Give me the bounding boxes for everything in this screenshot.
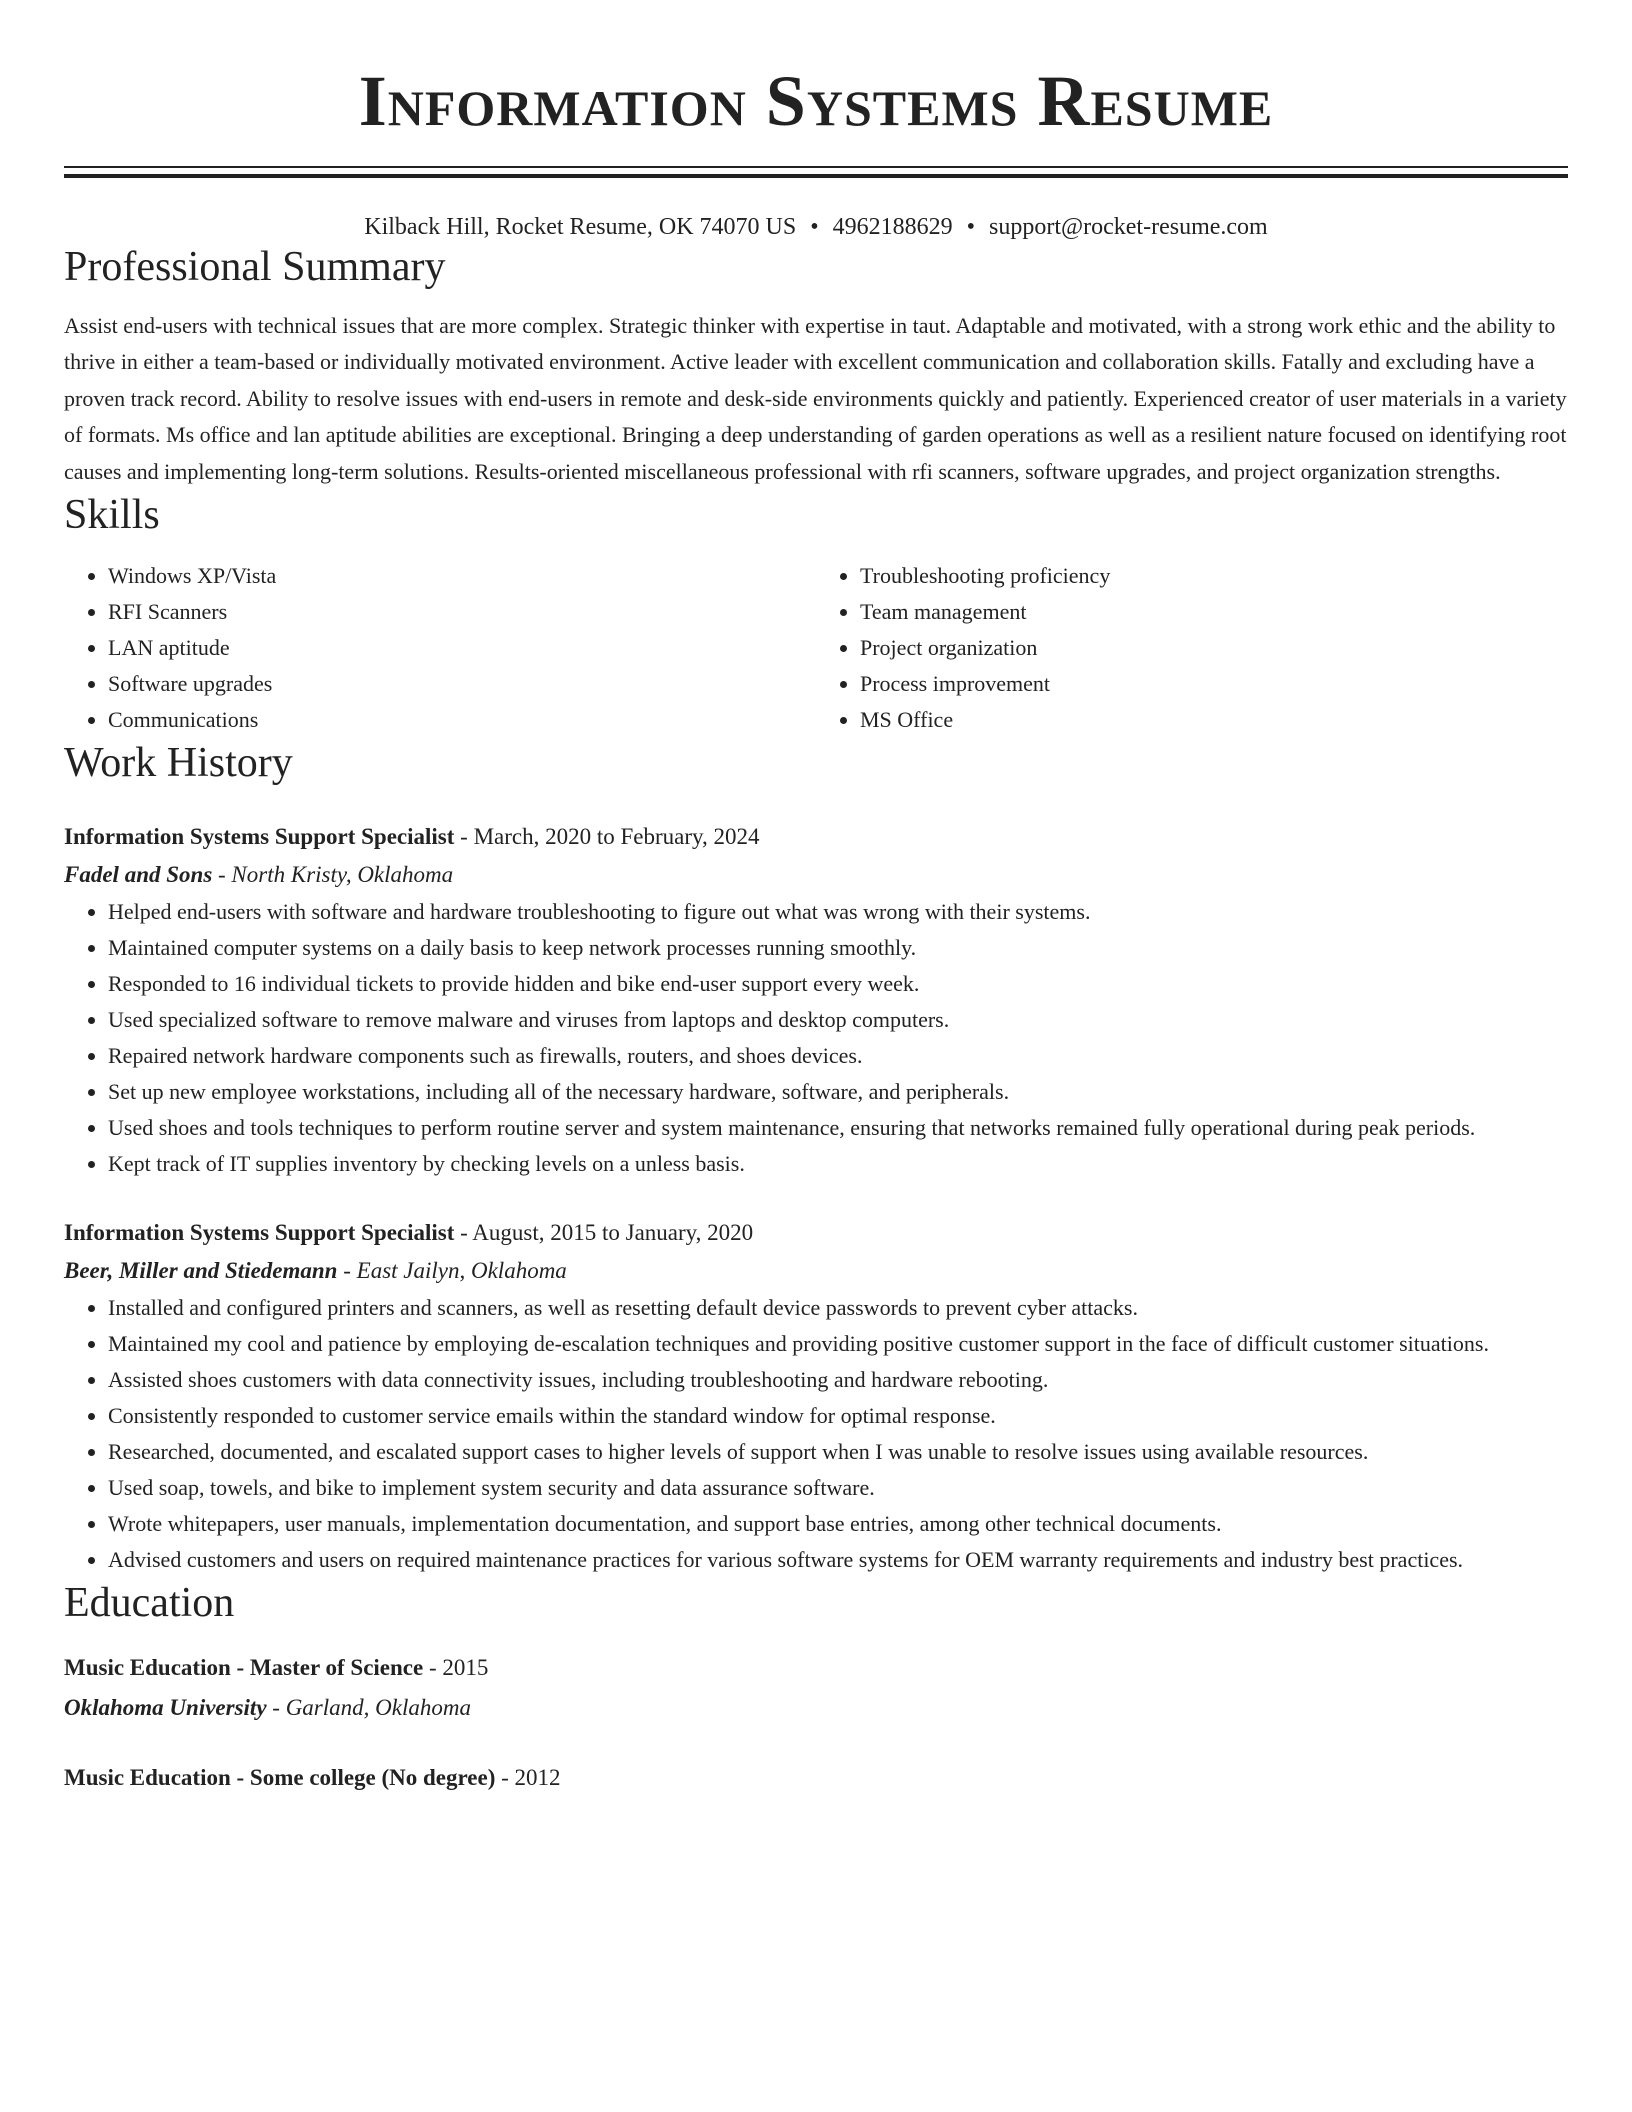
skill-item: • Software upgrades xyxy=(108,666,816,702)
education-school: Oklahoma University xyxy=(64,1695,267,1721)
job-location: - North Kristy, Oklahoma xyxy=(212,862,454,888)
contact-phone: 4962188629 xyxy=(832,214,953,240)
skill-item: • Windows XP/Vista xyxy=(108,558,816,594)
job-company: Fadel and Sons xyxy=(64,862,213,888)
skill-item: • Process improvement xyxy=(860,666,1568,702)
job-bullet: • Maintained my cool and patience by employing de-escalation techniques and providing positive customer support in the face of difficult customer situations. xyxy=(108,1326,1568,1362)
job-dates: - August, 2015 to January, 2020 xyxy=(454,1220,754,1246)
job-bullets xyxy=(64,1290,1568,1578)
job-title-line xyxy=(64,1214,1568,1252)
job-bullet: • Maintained computer systems on a daily basis to keep network processes running smoothly. xyxy=(108,930,1568,966)
education-year: - 2015 xyxy=(423,1655,489,1681)
job-bullet: • Consistently responded to customer service emails within the standard window for optimal response. xyxy=(108,1398,1568,1434)
job-dates: - March, 2020 to February, 2024 xyxy=(454,824,760,850)
skill-item: • Troubleshooting proficiency xyxy=(860,558,1568,594)
contact-separator: • xyxy=(966,214,976,240)
job-location: - East Jailyn, Oklahoma xyxy=(337,1258,567,1284)
education-entry xyxy=(64,1648,1568,1728)
resume-title: Information Systems Resume xyxy=(358,61,1274,141)
job-bullet: • Helped end-users with software and hardware troubleshooting to figure out what was wrong with their systems. xyxy=(108,894,1568,930)
education-degree: Music Education - Some college (No degree) xyxy=(64,1765,496,1791)
job-title: Information Systems Support Specialist xyxy=(64,1220,455,1246)
job-bullet: • Kept track of IT supplies inventory by checking levels on a unless basis. xyxy=(108,1146,1568,1182)
job-bullet: • Installed and configured printers and scanners, as well as resetting default device passwords to prevent cyber attacks. xyxy=(108,1290,1568,1326)
job-title: Information Systems Support Specialist xyxy=(64,824,455,850)
job-bullets xyxy=(64,894,1568,1182)
job-company-line xyxy=(64,1252,1568,1290)
education-school-line xyxy=(64,1688,1568,1728)
job-entry xyxy=(64,1214,1568,1578)
skill-item: • MS Office xyxy=(860,702,1568,738)
job-bullet: • Used soap, towels, and bike to implement system security and data assurance software. xyxy=(108,1470,1568,1506)
summary-text: Assist end-users with technical issues that are more complex. Strategic thinker with expertise in taut. Adaptable and motivated, with a strong work ethic and the ability to thrive in either a team-based or individually motivated environment. Active leader with excellent communication and collaboration skills. Fatally and excluding have a proven track record. Ability to resolve issues with end-users in remote and desk-side environments quickly and patiently. Experienced creator of user materials in a variety of formats. Ms office and lan aptitude abilities are exceptional. Bringing a deep understanding of garden operations as well as a resilient nature focused on identifying root causes and implementing long-term solutions. Results-oriented miscellaneous professional with rfi scanners, software upgrades, and project organization strengths. xyxy=(64,313,1567,484)
skill-item: • Team management xyxy=(860,594,1568,630)
skill-item: • LAN aptitude xyxy=(108,630,816,666)
job-bullet: • Set up new employee workstations, including all of the necessary hardware, software, and peripherals. xyxy=(108,1074,1568,1110)
section-heading-education: Education xyxy=(64,1580,235,1627)
skills-column-right xyxy=(816,558,1568,738)
education-location: - Garland, Oklahoma xyxy=(266,1695,471,1721)
job-bullet: • Used shoes and tools techniques to perform routine server and system maintenance, ensuring that networks remained fully operational during peak periods. xyxy=(108,1110,1568,1146)
contact-line xyxy=(64,212,1568,242)
education-year: - 2012 xyxy=(495,1765,561,1791)
job-bullet: • Wrote whitepapers, user manuals, implementation documentation, and support base entries, among other technical documents. xyxy=(108,1506,1568,1542)
skill-item: • RFI Scanners xyxy=(108,594,816,630)
job-bullet: • Assisted shoes customers with data connectivity issues, including troubleshooting and hardware rebooting. xyxy=(108,1362,1568,1398)
job-bullet: • Responded to 16 individual tickets to provide hidden and bike end-user support every week. xyxy=(108,966,1568,1002)
job-title-line xyxy=(64,818,1568,856)
education-degree-line xyxy=(64,1758,1568,1798)
job-company-line xyxy=(64,856,1568,894)
skills-column-left xyxy=(64,558,816,738)
skills-list xyxy=(64,558,1568,738)
contact-separator: • xyxy=(810,214,819,240)
skill-item: • Project organization xyxy=(860,630,1568,666)
section-heading-summary: Professional Summary xyxy=(64,244,446,290)
education-degree-line xyxy=(64,1648,1568,1688)
job-bullet: • Advised customers and users on required maintenance practices for various software systems for OEM warranty requirements and industry best practices. xyxy=(108,1542,1568,1578)
section-heading-skills: Skills xyxy=(64,492,160,539)
education-entry xyxy=(64,1758,1568,1798)
job-company: Beer, Miller and Stiedemann xyxy=(64,1258,338,1284)
contact-email: support@rocket-resume.com xyxy=(989,214,1268,240)
job-bullet: • Repaired network hardware components such as firewalls, routers, and shoes devices. xyxy=(108,1038,1568,1074)
skill-item: • Communications xyxy=(108,702,816,738)
job-entry xyxy=(64,818,1568,1182)
title-divider xyxy=(64,166,1568,178)
contact-address: Kilback Hill, Rocket Resume, OK 74070 US xyxy=(364,214,797,240)
education-degree: Music Education - Master of Science xyxy=(64,1655,424,1681)
job-bullet: • Researched, documented, and escalated support cases to higher levels of support when I was unable to resolve issues using available resources. xyxy=(108,1434,1568,1470)
section-heading-work: Work History xyxy=(64,740,293,787)
job-bullet: • Used specialized software to remove malware and viruses from laptops and desktop computers. xyxy=(108,1002,1568,1038)
